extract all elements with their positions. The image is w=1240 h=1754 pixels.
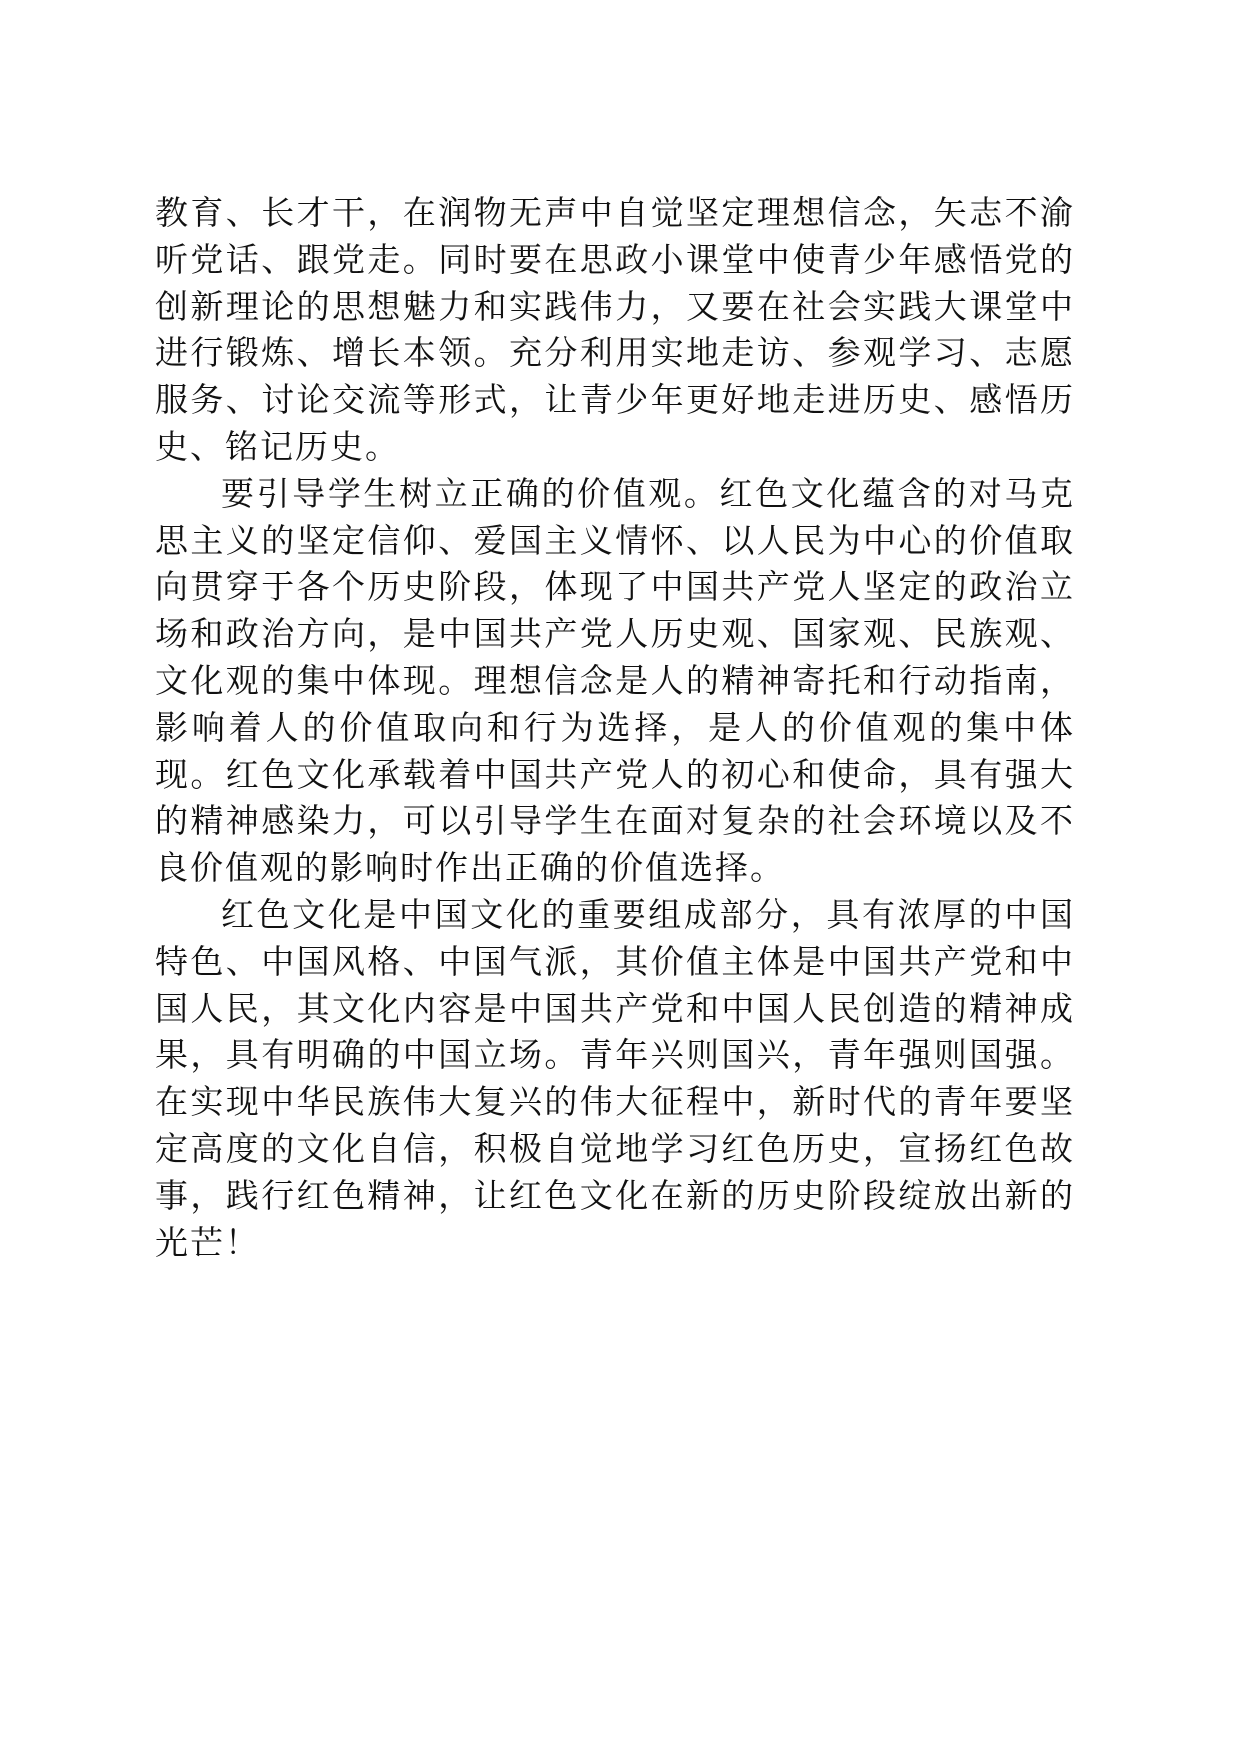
document-body xyxy=(155,190,1075,1266)
paragraph-red-culture: 红色文化是中国文化的重要组成部分，具有浓厚的中国特色、中国风格、中国气派，其价值主体是中国共产党和中国人民，其文化内容是中国共产党和中国人民创造的精神成果，具有明确的中国立场。青年兴则国兴，青年强则国强。在实现中华民族伟大复兴的伟大征程中，新时代的青年要坚定高度的文化自信，积极自觉地学习红色历史，宣扬红色故事，践行红色精神，让红色文化在新的历史阶段绽放出新的光芒！ xyxy=(155,894,1075,1262)
paragraph-values: 要引导学生树立正确的价值观。红色文化蕴含的对马克思主义的坚定信仰、爱国主义情怀、以人民为中心的价值取向贯穿于各个历史阶段，体现了中国共产党人坚定的政治立场和政治方向，是中国共产党人历史观、国家观、民族观、文化观的集中体现。理想信念是人的精神寄托和行动指南，影响着人的价值取向和行为选择，是人的价值观的集中体现。红色文化承载着中国共产党人的初心和使命，具有强大的精神感染力，可以引导学生在面对复杂的社会环境以及不良价值观的影响时作出正确的价值选择。 xyxy=(155,473,1075,888)
paragraph-continuation: 教育、长才干，在润物无声中自觉坚定理想信念，矢志不渝听党话、跟党走。同时要在思政小课堂中使青少年感悟党的创新理论的思想魅力和实践伟力，又要在社会实践大课堂中进行锻炼、增长本领。充分利用实地走访、参观学习、志愿服务、讨论交流等形式，让青少年更好地走进历史、感悟历史、铭记历史。 xyxy=(155,193,1075,466)
